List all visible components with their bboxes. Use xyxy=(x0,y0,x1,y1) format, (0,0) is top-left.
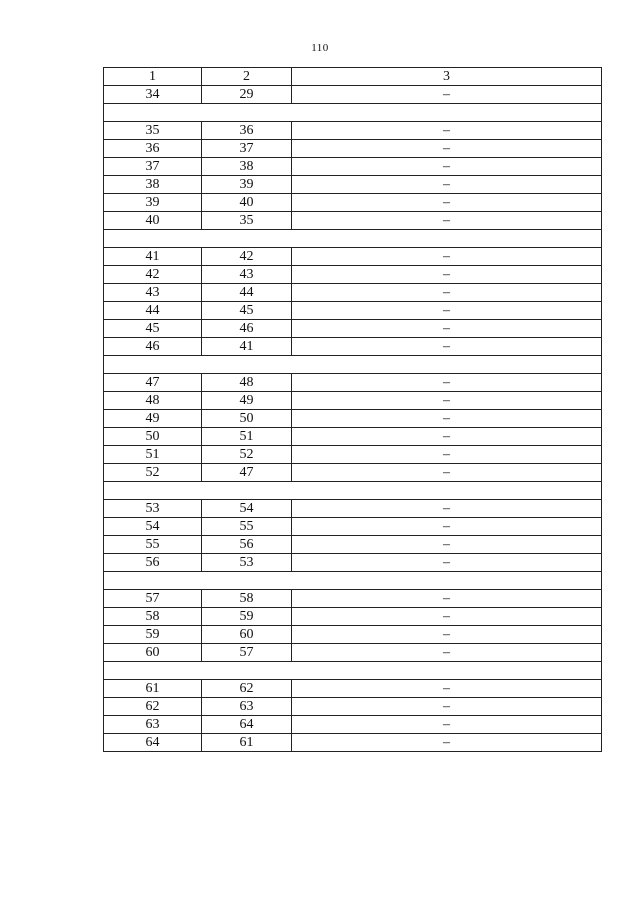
spacer-cell xyxy=(292,230,602,248)
table-row xyxy=(104,140,602,158)
spacer-cell xyxy=(292,482,602,500)
table-cell-col-2: 59 xyxy=(202,608,292,626)
table-cell-col-1: 55 xyxy=(104,536,202,554)
table-body xyxy=(104,86,602,752)
table-cell-col-3: – xyxy=(292,248,602,266)
table-cell-col-3: – xyxy=(292,464,602,482)
table-cell-col-3: – xyxy=(292,302,602,320)
table-cell-col-3: – xyxy=(292,410,602,428)
spacer-row xyxy=(104,572,602,590)
spacer-cell xyxy=(202,230,292,248)
spacer-row xyxy=(104,482,602,500)
table-cell-col-3: – xyxy=(292,626,602,644)
table-cell-col-2: 54 xyxy=(202,500,292,518)
table-cell-col-3: – xyxy=(292,86,602,104)
column-header-1: 1 xyxy=(104,68,202,86)
data-table xyxy=(103,67,602,752)
table-row xyxy=(104,680,602,698)
spacer-cell xyxy=(202,104,292,122)
table-row xyxy=(104,590,602,608)
table-cell-col-2: 50 xyxy=(202,410,292,428)
spacer-cell xyxy=(104,230,202,248)
table-row xyxy=(104,518,602,536)
table-cell-col-1: 41 xyxy=(104,248,202,266)
table-cell-col-1: 64 xyxy=(104,734,202,752)
spacer-cell xyxy=(292,662,602,680)
spacer-cell xyxy=(104,104,202,122)
table-cell-col-3: – xyxy=(292,698,602,716)
table-row xyxy=(104,392,602,410)
table-cell-col-3: – xyxy=(292,194,602,212)
table-cell-col-2: 43 xyxy=(202,266,292,284)
table-cell-col-1: 47 xyxy=(104,374,202,392)
table-cell-col-1: 56 xyxy=(104,554,202,572)
table-cell-col-2: 56 xyxy=(202,536,292,554)
table-cell-col-2: 29 xyxy=(202,86,292,104)
table-cell-col-3: – xyxy=(292,284,602,302)
table-row xyxy=(104,410,602,428)
table-cell-col-1: 62 xyxy=(104,698,202,716)
table-row xyxy=(104,158,602,176)
table-row xyxy=(104,374,602,392)
table-cell-col-3: – xyxy=(292,518,602,536)
table-cell-col-2: 55 xyxy=(202,518,292,536)
table-cell-col-1: 37 xyxy=(104,158,202,176)
table-cell-col-1: 39 xyxy=(104,194,202,212)
table-cell-col-3: – xyxy=(292,392,602,410)
table-cell-col-2: 36 xyxy=(202,122,292,140)
spacer-cell xyxy=(104,356,202,374)
table-cell-col-3: – xyxy=(292,158,602,176)
table-row xyxy=(104,212,602,230)
table-row xyxy=(104,734,602,752)
table-header-row xyxy=(104,68,602,86)
column-header-3: 3 xyxy=(292,68,602,86)
spacer-cell xyxy=(292,104,602,122)
table-cell-col-2: 52 xyxy=(202,446,292,464)
table-cell-col-1: 59 xyxy=(104,626,202,644)
table-cell-col-1: 50 xyxy=(104,428,202,446)
table-cell-col-3: – xyxy=(292,554,602,572)
table-row xyxy=(104,698,602,716)
table-cell-col-1: 42 xyxy=(104,266,202,284)
table-cell-col-2: 38 xyxy=(202,158,292,176)
table-cell-col-3: – xyxy=(292,140,602,158)
spacer-cell xyxy=(292,356,602,374)
table-cell-col-3: – xyxy=(292,212,602,230)
table-row xyxy=(104,266,602,284)
spacer-cell xyxy=(104,482,202,500)
table-cell-col-2: 35 xyxy=(202,212,292,230)
table-row xyxy=(104,554,602,572)
table-cell-col-2: 57 xyxy=(202,644,292,662)
table-cell-col-2: 63 xyxy=(202,698,292,716)
table-cell-col-2: 61 xyxy=(202,734,292,752)
table-cell-col-2: 40 xyxy=(202,194,292,212)
table-cell-col-3: – xyxy=(292,608,602,626)
table-row xyxy=(104,122,602,140)
table-row xyxy=(104,536,602,554)
spacer-cell xyxy=(202,662,292,680)
table-cell-col-3: – xyxy=(292,374,602,392)
table-row xyxy=(104,464,602,482)
table-row xyxy=(104,500,602,518)
table-cell-col-3: – xyxy=(292,428,602,446)
table-row xyxy=(104,716,602,734)
table-cell-col-1: 45 xyxy=(104,320,202,338)
table-row xyxy=(104,248,602,266)
table-row xyxy=(104,320,602,338)
spacer-row xyxy=(104,662,602,680)
table-cell-col-2: 39 xyxy=(202,176,292,194)
table-cell-col-1: 34 xyxy=(104,86,202,104)
table-row xyxy=(104,176,602,194)
table-cell-col-1: 35 xyxy=(104,122,202,140)
table-cell-col-3: – xyxy=(292,338,602,356)
table-cell-col-2: 64 xyxy=(202,716,292,734)
table-cell-col-3: – xyxy=(292,266,602,284)
spacer-cell xyxy=(292,572,602,590)
table-cell-col-1: 43 xyxy=(104,284,202,302)
table-cell-col-2: 45 xyxy=(202,302,292,320)
table-cell-col-1: 57 xyxy=(104,590,202,608)
table-cell-col-2: 46 xyxy=(202,320,292,338)
table-cell-col-3: – xyxy=(292,734,602,752)
spacer-cell xyxy=(104,572,202,590)
table-cell-col-1: 60 xyxy=(104,644,202,662)
table-cell-col-2: 60 xyxy=(202,626,292,644)
table-cell-col-1: 44 xyxy=(104,302,202,320)
table-row xyxy=(104,302,602,320)
table-cell-col-2: 58 xyxy=(202,590,292,608)
table-cell-col-3: – xyxy=(292,122,602,140)
table-cell-col-1: 53 xyxy=(104,500,202,518)
table-cell-col-2: 53 xyxy=(202,554,292,572)
column-header-2: 2 xyxy=(202,68,292,86)
table-cell-col-1: 49 xyxy=(104,410,202,428)
table-cell-col-2: 42 xyxy=(202,248,292,266)
table-row xyxy=(104,194,602,212)
table-row xyxy=(104,338,602,356)
table-row xyxy=(104,626,602,644)
table-cell-col-3: – xyxy=(292,716,602,734)
table-cell-col-1: 63 xyxy=(104,716,202,734)
table-cell-col-2: 37 xyxy=(202,140,292,158)
table-cell-col-1: 48 xyxy=(104,392,202,410)
table-cell-col-2: 44 xyxy=(202,284,292,302)
table-cell-col-1: 61 xyxy=(104,680,202,698)
table-cell-col-1: 52 xyxy=(104,464,202,482)
table-row xyxy=(104,446,602,464)
table-cell-col-2: 49 xyxy=(202,392,292,410)
table-row xyxy=(104,284,602,302)
table-cell-col-3: – xyxy=(292,176,602,194)
table-cell-col-1: 51 xyxy=(104,446,202,464)
table-cell-col-3: – xyxy=(292,680,602,698)
table-row xyxy=(104,608,602,626)
table-cell-col-3: – xyxy=(292,446,602,464)
table-cell-col-1: 36 xyxy=(104,140,202,158)
table-cell-col-2: 62 xyxy=(202,680,292,698)
table-cell-col-3: – xyxy=(292,320,602,338)
table-cell-col-3: – xyxy=(292,536,602,554)
table-cell-col-2: 41 xyxy=(202,338,292,356)
table-cell-col-1: 58 xyxy=(104,608,202,626)
page-number: 110 xyxy=(311,42,329,54)
table-cell-col-1: 46 xyxy=(104,338,202,356)
spacer-cell xyxy=(202,356,292,374)
table-cell-col-2: 51 xyxy=(202,428,292,446)
table-row xyxy=(104,428,602,446)
table-row xyxy=(104,644,602,662)
spacer-cell xyxy=(202,572,292,590)
spacer-cell xyxy=(202,482,292,500)
table-cell-col-3: – xyxy=(292,500,602,518)
table-cell-col-1: 54 xyxy=(104,518,202,536)
table-cell-col-1: 38 xyxy=(104,176,202,194)
table-cell-col-2: 47 xyxy=(202,464,292,482)
table-cell-col-2: 48 xyxy=(202,374,292,392)
spacer-cell xyxy=(104,662,202,680)
spacer-row xyxy=(104,104,602,122)
spacer-row xyxy=(104,356,602,374)
table-cell-col-1: 40 xyxy=(104,212,202,230)
table-cell-col-3: – xyxy=(292,590,602,608)
spacer-row xyxy=(104,230,602,248)
table-row xyxy=(104,86,602,104)
table-cell-col-3: – xyxy=(292,644,602,662)
